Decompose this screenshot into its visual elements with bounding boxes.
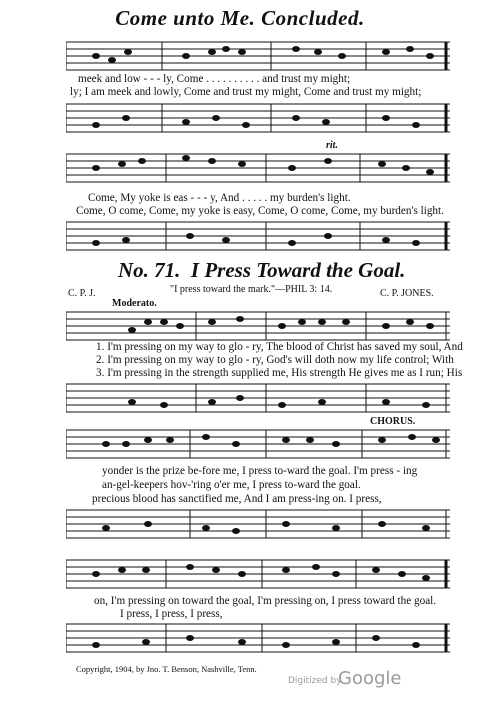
bass-staff-4 <box>66 506 450 542</box>
chorus-lyric-1: yonder is the prize be-fore me, I press to-ward the goal. I'm press - ing <box>102 465 418 477</box>
hymn-heading <box>118 258 405 283</box>
chorus-lyric-2: an-gel-keepers hov-'ring o'er me, I press to-ward the goal. <box>102 479 361 491</box>
author-initials: C. P. J. <box>68 288 96 299</box>
treble-staff-2 <box>66 150 450 186</box>
lyric-line-2: ly; I am meek and lowly, Come and trust my might, Come and trust my might; <box>70 86 422 98</box>
treble-staff-4 <box>66 426 450 462</box>
treble-staff-1 <box>66 38 450 74</box>
treble-staff-3 <box>66 308 450 344</box>
copyright-notice: Copyright, 1904, by Jno. T. Benson, Nashville, Tenn. <box>76 664 257 674</box>
hymn-title: I Press Toward the Goal. <box>190 258 406 282</box>
lyric-line-3: Come, My yoke is eas - - - y, And . . . . . my burden's light. <box>88 192 351 204</box>
google-watermark: Google <box>338 668 402 689</box>
verse-2-line: 2. I'm pressing on my way to glo - ry, God's will doth now my life control; With <box>96 354 454 366</box>
bass-staff-2 <box>66 218 450 254</box>
bass-staff-5 <box>66 620 450 656</box>
chorus-marking: CHORUS. <box>370 416 416 427</box>
refrain-lyric-1: on, I'm pressing on toward the goal, I'm pressing on, I press toward the goal. <box>94 595 437 607</box>
refrain-lyric-2: I press, I press, I press, <box>120 608 223 620</box>
rit-marking: rit. <box>326 140 338 151</box>
treble-staff-5 <box>66 556 450 592</box>
tempo-marking: Moderato. <box>112 298 157 309</box>
lyric-line-4: Come, O come, Come, my yoke is easy, Come, O come, Come, my burden's light. <box>76 205 444 217</box>
bass-staff-3 <box>66 380 450 416</box>
chorus-lyric-3: precious blood has sanctified me, And I am press-ing on. I press, <box>92 493 382 505</box>
digitized-by-label: Digitized by <box>288 676 342 686</box>
bass-staff-1 <box>66 100 450 136</box>
composer-name: C. P. JONES. <box>380 288 434 299</box>
verse-1-line: 1. I'm pressing on my way to glo - ry, The blood of Christ has saved my soul, And <box>96 341 463 353</box>
hymn-number: No. 71. <box>118 258 181 282</box>
page-title-continuation: Come unto Me. Concluded. <box>115 6 365 30</box>
scripture-reference: "I press toward the mark."—PHIL 3: 14. <box>170 284 333 295</box>
lyric-line-1: meek and low - - - ly, Come . . . . . . . . . . and trust my might; <box>78 73 351 85</box>
verse-3-line: 3. I'm pressing in the strength supplied me, His strength He gives me as I run; His <box>96 367 463 379</box>
